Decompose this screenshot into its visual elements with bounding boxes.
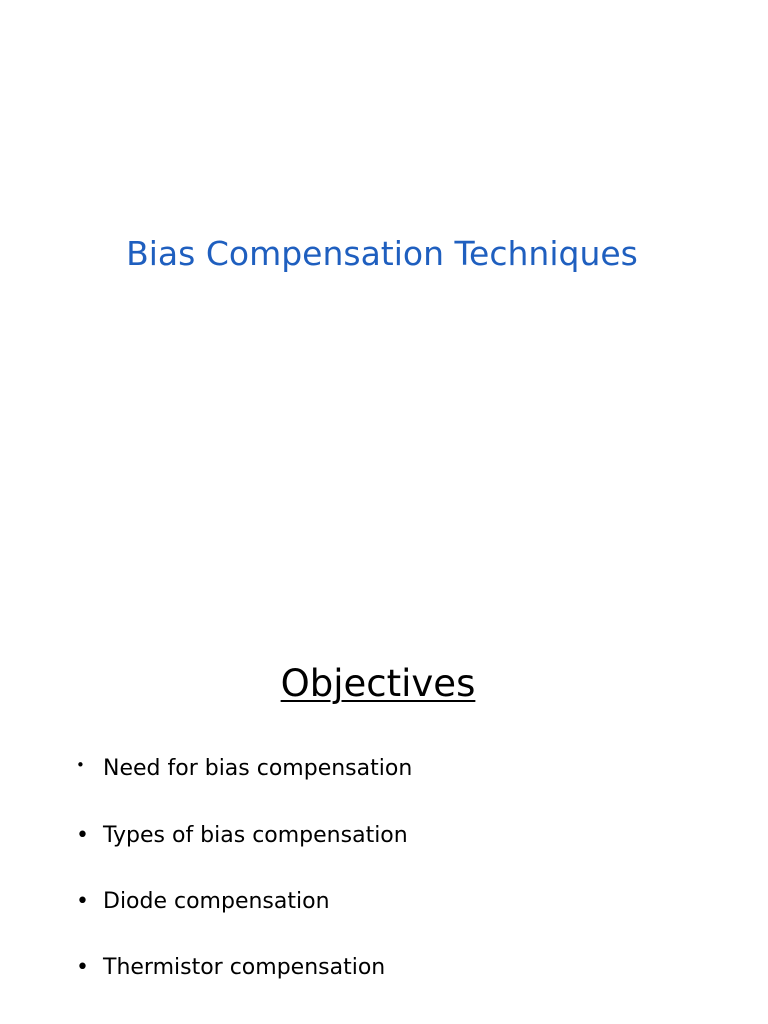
slide-title: Bias Compensation Techniques <box>126 234 638 273</box>
objectives-heading: Objectives <box>280 662 476 705</box>
list-item-text: Thermistor compensation <box>103 955 386 980</box>
bullet-icon: • <box>76 889 89 914</box>
list-item-text: Diode compensation <box>103 889 330 914</box>
list-item-text: Types of bias compensation <box>103 823 408 848</box>
bullet-icon: • <box>76 955 89 980</box>
bullet-icon: • <box>76 756 85 774</box>
bullet-icon: • <box>76 823 89 848</box>
list-item-text: Need for bias compensation <box>103 756 413 781</box>
